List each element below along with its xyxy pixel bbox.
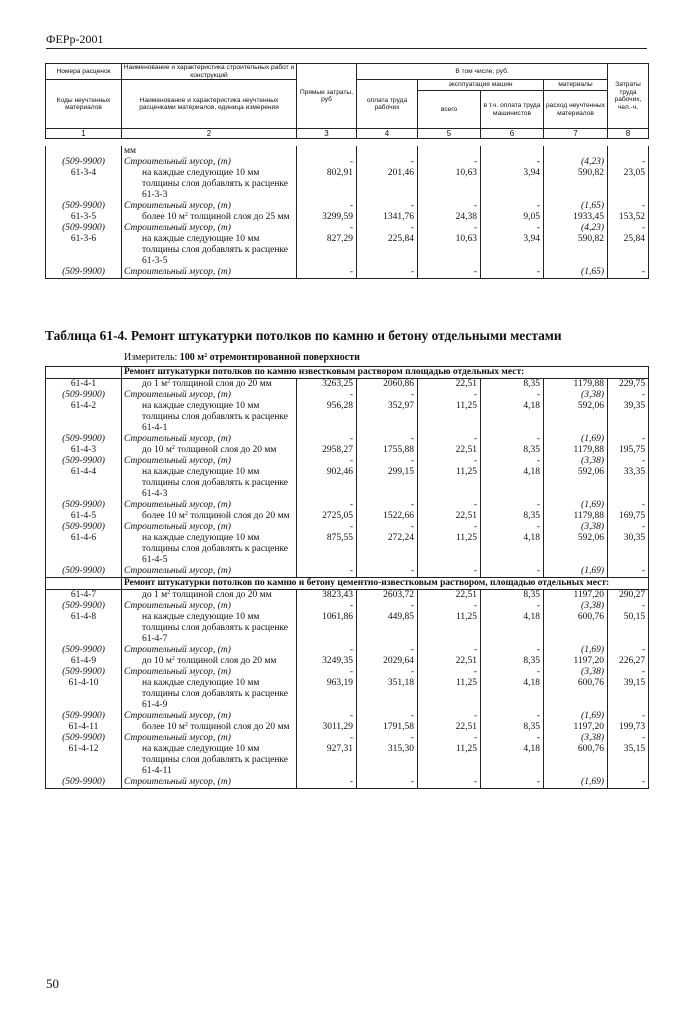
material-row: (509-9900) Строительный мусор, (т) - - - - (3,38) - — [46, 601, 649, 612]
header-direct-costs: Прямые затраты, руб — [297, 64, 357, 129]
rate-row: 61-4-4 на каждые следующие 10 мм толщины слоя добавлять к расценке 61-4-3 902,46 299,15 11,25 4,18 592,06 33,35 — [46, 467, 649, 500]
rate-row: 61-4-5 более 10 $м^2$ толщиной слоя до 20 мм 2725,05 1522,66 22,51 8,35 1179,88 169,75 — [46, 511, 649, 522]
material-name: Строительный мусор, (т) — [122, 390, 297, 401]
table-title: Таблица 61-4. Ремонт штукатурки потолков по камню и бетону отдельными местами — [45, 328, 562, 343]
rate-row: 61-4-8 на каждые следующие 10 мм толщины слоя добавлять к расценке 61-4-7 1061,86 449,85 11,25 4,18 600,76 50,15 — [46, 612, 649, 645]
material-code: (509-9900) — [46, 777, 122, 789]
rate-code: 61-4-4 — [46, 467, 122, 500]
material-code: (509-9900) — [46, 157, 122, 168]
rate-row: 61-4-10 на каждые следующие 10 мм толщины слоя добавлять к расценке 61-4-9 963,19 351,18 11,25 4,18 600,76 39,15 — [46, 678, 649, 711]
material-row: (509-9900) Строительный мусор, (т) - - - - (1,65) - — [46, 267, 649, 279]
rate-description: на каждые следующие 10 мм толщины слоя добавлять к расценке 61-4-7 — [122, 612, 297, 645]
header-material-consumption: расход неучтенных материалов — [544, 91, 608, 129]
rate-code: 61-4-6 — [46, 533, 122, 566]
rate-description: до 1 $м^2$ толщиной слоя до 20 мм — [122, 590, 297, 602]
header-including: В том числе, руб. — [357, 64, 608, 80]
material-code: (509-9900) — [46, 667, 122, 678]
rate-row: 61-4-3 до 10 $м^2$ толщиной слоя до 20 мм 2958,27 1755,88 22,51 8,35 1179,88 195,75 — [46, 445, 649, 456]
material-name: Строительный мусор, (т) — [122, 711, 297, 722]
header-work-name: Наименование и характеристика строительных работ и конструкций — [122, 64, 297, 80]
running-header: ФЕРр-2001 — [46, 32, 104, 46]
rate-description: более 10 $м^2$ толщиной слоя до 20 мм — [122, 722, 297, 733]
header-machines-total: всего — [418, 91, 481, 129]
header-material-name: Наименование и характеристика неучтенных расценками материалов, единица измерения — [122, 80, 297, 129]
rate-row: 61-3-6 на каждые следующие 10 мм толщины слоя добавлять к расценке 61-3-5 827,29 225,84 10,63 3,94 590,82 25,84 — [46, 234, 649, 267]
material-row: (509-9900) Строительный мусор, (т) - - - - (4,23) - — [46, 157, 649, 168]
table-61-3-continuation — [45, 146, 649, 279]
rate-code: 61-4-12 — [46, 744, 122, 777]
material-code: (509-9900) — [46, 522, 122, 533]
material-name: Строительный мусор, (т) — [122, 267, 297, 279]
page-number: 50 — [46, 976, 59, 991]
header-materials: материалы — [544, 80, 608, 91]
table-61-4 — [45, 366, 649, 789]
rate-row: 61-4-2 на каждые следующие 10 мм толщины слоя добавлять к расценке 61-4-1 956,28 352,97 11,25 4,18 592,06 39,35 — [46, 401, 649, 434]
material-row: (509-9900) Строительный мусор, (т) - - - - (1,69) - — [46, 777, 649, 789]
material-code: (509-9900) — [46, 223, 122, 234]
column-number: 3 — [297, 129, 357, 139]
material-name: Строительный мусор, (т) — [122, 777, 297, 789]
rate-code: 61-3-4 — [46, 168, 122, 201]
material-name: Строительный мусор, (т) — [122, 201, 297, 212]
section-heading: Ремонт штукатурки потолков по камню и бетону цементно-известковым раствором, площадью отдельных мест: — [46, 578, 649, 590]
rate-description: до 10 $м^2$ толщиной слоя до 20 мм — [122, 656, 297, 667]
rate-description: на каждые следующие 10 мм толщины слоя добавлять к расценке 61-3-3 — [122, 168, 297, 201]
material-name: Строительный мусор, (т) — [122, 601, 297, 612]
rate-description: более 10 $м^2$ толщиной слоя до 20 мм — [122, 511, 297, 522]
material-row: (509-9900) Строительный мусор, (т) - - - - (3,38) - — [46, 733, 649, 744]
rate-row: 61-3-4 на каждые следующие 10 мм толщины слоя добавлять к расценке 61-3-3 802,91 201,46 10,63 3,94 590,82 23,05 — [46, 168, 649, 201]
material-row: (509-9900) Строительный мусор, (т) - - - - (4,23) - — [46, 223, 649, 234]
header-rule — [46, 48, 647, 49]
rate-description: до 1 $м^2$ толщиной слоя до 20 мм — [122, 379, 297, 391]
rate-row: 61-4-6 на каждые следующие 10 мм толщины слоя добавлять к расценке 61-4-5 875,55 272,24 11,25 4,18 592,06 30,35 — [46, 533, 649, 566]
material-code: (509-9900) — [46, 601, 122, 612]
column-header-table — [45, 63, 649, 139]
material-code: (509-9900) — [46, 733, 122, 744]
material-name: Строительный мусор, (т) — [122, 566, 297, 578]
material-name: Строительный мусор, (т) — [122, 522, 297, 533]
rate-description: более 10 $м^2$ толщиной слоя до 25 мм — [122, 212, 297, 223]
rate-description: на каждые следующие 10 мм толщины слоя добавлять к расценке 61-4-5 — [122, 533, 297, 566]
material-code: (509-9900) — [46, 500, 122, 511]
rate-row: 61-4-7 до 1 $м^2$ толщиной слоя до 20 мм 3823,43 2603,72 22,51 8,35 1197,20 290,27 — [46, 590, 649, 602]
material-name: Строительный мусор, (т) — [122, 456, 297, 467]
material-name: Строительный мусор, (т) — [122, 667, 297, 678]
rate-row: 61-3-5 более 10 $м^2$ толщиной слоя до 25 мм 3299,59 1341,76 24,38 9,05 1933,45 153,52 — [46, 212, 649, 223]
rate-row: 61-4-9 до 10 $м^2$ толщиной слоя до 20 мм 3249,35 2029,64 22,51 8,35 1197,20 226,27 — [46, 656, 649, 667]
rate-code: 61-4-5 — [46, 511, 122, 522]
material-row: (509-9900) Строительный мусор, (т) - - - - (3,38) - — [46, 667, 649, 678]
table-row: мм — [46, 146, 649, 157]
material-row: (509-9900) Строительный мусор, (т) - - - - (3,38) - — [46, 522, 649, 533]
rate-description: на каждые следующие 10 мм толщины слоя добавлять к расценке 61-4-9 — [122, 678, 297, 711]
material-row: (509-9900) Строительный мусор, (т) - - - - (1,69) - — [46, 434, 649, 445]
material-row: (509-9900) Строительный мусор, (т) - - - - (1,65) - — [46, 201, 649, 212]
column-number: 2 — [122, 129, 297, 139]
material-row: (509-9900) Строительный мусор, (т) - - - - (3,38) - — [46, 456, 649, 467]
rate-code: 61-4-7 — [46, 590, 122, 602]
material-row: (509-9900) Строительный мусор, (т) - - - - (1,69) - — [46, 645, 649, 656]
rate-description: на каждые следующие 10 мм толщины слоя добавлять к расценке 61-4-11 — [122, 744, 297, 777]
material-code: (509-9900) — [46, 390, 122, 401]
rate-code: 61-4-2 — [46, 401, 122, 434]
rate-code: 61-4-10 — [46, 678, 122, 711]
header-material-codes: Коды неучтенных материалов — [46, 80, 122, 129]
rate-code: 61-4-8 — [46, 612, 122, 645]
material-name: Строительный мусор, (т) — [122, 645, 297, 656]
material-row: (509-9900) Строительный мусор, (т) - - - - (1,69) - — [46, 500, 649, 511]
column-number: 6 — [481, 129, 544, 139]
material-code: (509-9900) — [46, 267, 122, 279]
header-machinist-wages: в т.ч. оплата труда машинистов — [481, 91, 544, 129]
rate-code: 61-3-5 — [46, 212, 122, 223]
material-code: (509-9900) — [46, 566, 122, 578]
rate-row: 61-4-11 более 10 $м^2$ толщиной слоя до 20 мм 3011,29 1791,58 22,51 8,35 1197,20 199,73 — [46, 722, 649, 733]
column-number: 1 — [46, 129, 122, 139]
material-name: Строительный мусор, (т) — [122, 733, 297, 744]
material-code: (509-9900) — [46, 456, 122, 467]
material-code: (509-9900) — [46, 201, 122, 212]
rate-code: 61-4-11 — [46, 722, 122, 733]
header-labor-costs: Затраты труда рабочих, чел.-ч. — [608, 64, 649, 129]
material-row: (509-9900) Строительный мусор, (т) - - - - (1,69) - — [46, 566, 649, 578]
material-code: (509-9900) — [46, 711, 122, 722]
rate-code: 61-3-6 — [46, 234, 122, 267]
material-name: Строительный мусор, (т) — [122, 434, 297, 445]
material-name: Строительный мусор, (т) — [122, 500, 297, 511]
column-number: 4 — [357, 129, 418, 139]
column-number: 8 — [608, 129, 649, 139]
material-row: (509-9900) Строительный мусор, (т) - - - - (3,38) - — [46, 390, 649, 401]
material-name: Строительный мусор, (т) — [122, 157, 297, 168]
section-heading: Ремонт штукатурки потолков по камню известковым раствором площадью отдельных мест: — [46, 367, 649, 379]
rate-description: до 10 $м^2$ толщиной слоя до 20 мм — [122, 445, 297, 456]
rate-row: 61-4-12 на каждые следующие 10 мм толщины слоя добавлять к расценке 61-4-11 927,31 315,30 11,25 4,18 600,76 35,15 — [46, 744, 649, 777]
column-number: 5 — [418, 129, 481, 139]
rate-description: на каждые следующие 10 мм толщины слоя добавлять к расценке 61-4-3 — [122, 467, 297, 500]
header-machines: эксплуатация машин — [418, 80, 544, 91]
material-code: (509-9900) — [46, 645, 122, 656]
rate-description: на каждые следующие 10 мм толщины слоя добавлять к расценке 61-4-1 — [122, 401, 297, 434]
material-code: (509-9900) — [46, 434, 122, 445]
header-codes: Номера расценок — [46, 64, 122, 80]
rate-code: 61-4-9 — [46, 656, 122, 667]
column-number: 7 — [544, 129, 608, 139]
rate-description: на каждые следующие 10 мм толщины слоя добавлять к расценке 61-3-5 — [122, 234, 297, 267]
header-wages: оплата труда рабочих — [357, 80, 418, 129]
rate-code: 61-4-1 — [46, 379, 122, 391]
material-row: (509-9900) Строительный мусор, (т) - - - - (1,69) - — [46, 711, 649, 722]
rate-code: 61-4-3 — [46, 445, 122, 456]
measure-unit: Измеритель: 100 $м^2$ отремонтированной поверхности — [124, 352, 360, 363]
rate-row: 61-4-1 до 1 $м^2$ толщиной слоя до 20 мм 3263,25 2060,86 22,51 8,35 1179,88 229,75 — [46, 379, 649, 391]
material-name: Строительный мусор, (т) — [122, 223, 297, 234]
